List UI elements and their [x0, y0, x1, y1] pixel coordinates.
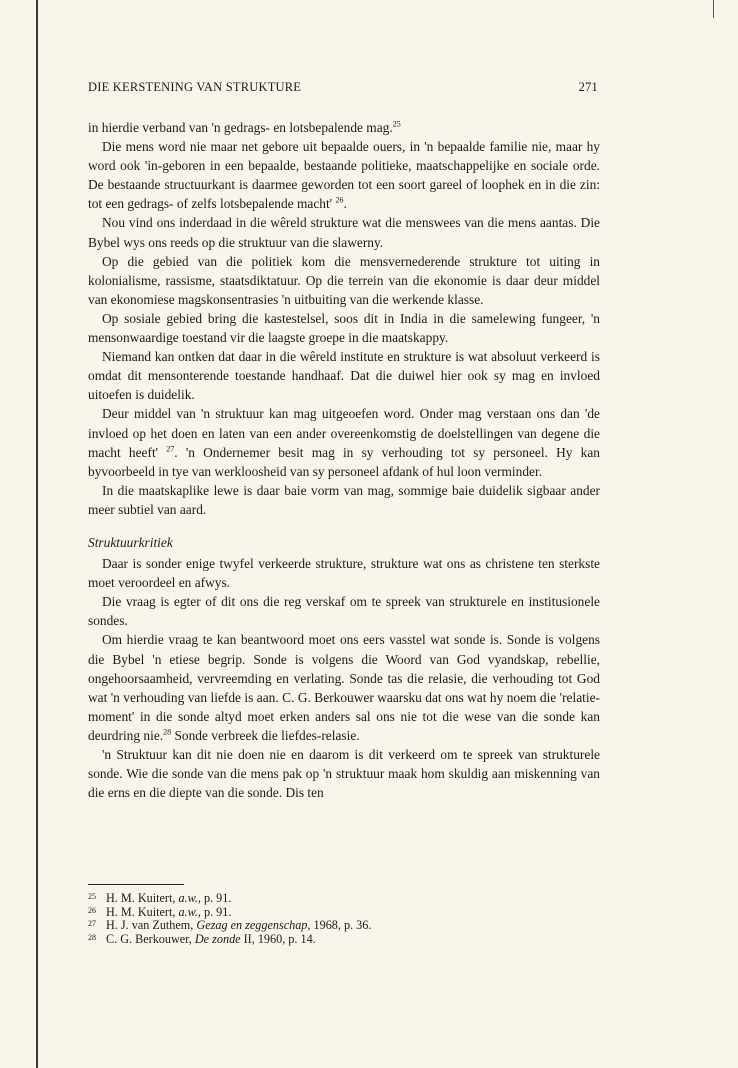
footnote-mark: 27 — [88, 919, 96, 929]
paragraph: In die maatskaplike lewe is daar baie vorm van mag, sommige baie duidelik sigbaar ander meer subtiel van aard. — [88, 482, 600, 517]
page-number: 271 — [578, 80, 598, 94]
paragraph: 'n Struktuur kan dit nie doen nie en daarom is dit verkeerd om te spreek van strukturele sonde. Wie die sonde van die mens pak op 'n struktuur maak hom skuldig aan miskenning van die erns en die diepte van die sonde. Dis ten — [88, 747, 600, 801]
paragraph: Die vraag is egter of dit ons die reg verskaf om te spreek van strukturele en institusionele sondes. — [88, 594, 600, 629]
footnote-mark: 26 — [88, 905, 96, 915]
running-header — [88, 80, 598, 100]
paragraph: Op die gebied van die politiek kom die mensvernederende strukture tot uiting in kolonialisme, rassisme, staatsdiktatuur. Op die terrein van die ekonomie is daar deur middel van ekonomiese magskonsentrasies 'n uitbuiting van die werkende klasse. — [88, 253, 600, 307]
paragraph: Om hierdie vraag te kan beantwoord moet ons eers vasstel wat sonde is. Sonde is volgens die Bybel 'n etiese begrip. Sonde is volgens die Woord van God vyandskap, rebellie, ongehoorsaamheid, vervreemding en verlating. Sonde tas die relasie, die verhouding tot God wat 'n verhouding van liefde is aan. C. G. Berkouwer waarsku dat ons wat hy noem die 'relatie-moment' in die sonde altyd moet erken anders sal ons nie tot die wese van die sonde kan deurdring nie.$^{28}$ Sonde verbreek die liefdes-relasie. — [88, 632, 600, 743]
footnote: 27 H. J. van Zuthem, Gezag en zeggenschap, 1968, p. 36. — [88, 918, 372, 933]
footnote-divider — [88, 884, 184, 885]
paragraph: Niemand kan ontken dat daar in die wêreld institute en strukture is wat absoluut verkeerd is omdat dit mensonterende toestande handhaaf. Dat die duiwel hier ook sy mag en invloed uitoefen is duidelik. — [88, 349, 600, 403]
footnote-mark: 25 — [88, 892, 96, 901]
paragraph: Daar is sonder enige twyfel verkeerde strukture, strukture wat ons as christene ten sterkste moet veroordeel en afwys. — [88, 556, 600, 591]
footnote-ref: 25 — [392, 119, 401, 129]
body-text — [88, 118, 600, 802]
paragraph: Nou vind ons inderdaad in die wêreld strukture wat die menswees van die mens aantas. Die Bybel wys ons reeds op die struktuur van die slawerny. — [88, 215, 600, 250]
binding-edge — [36, 0, 38, 1068]
running-title: DIE KERSTENING VAN STRUKTURE — [88, 80, 302, 94]
footnote-ref: 26 — [335, 195, 344, 205]
footnote-mark: 28 — [88, 932, 96, 942]
paragraph: Die mens word nie maar net gebore uit bepaalde ouers, in 'n bepaalde familie nie, maar hy word ook 'in-geboren in een bepaalde, bestaande politieke, maatschappelijke en sociale orde. De bestaande structuurkant is daarmee geworden tot een soort gareel of loophek en in die zin: tot een gedrags- of zelfs lotsbepalende macht' $^{26}$. — [88, 139, 600, 212]
footnote-ref: 28 — [163, 727, 172, 737]
paragraph: Op sosiale gebied bring die kastestelsel, soos dit in India in die samelewing fungeer, 'n mensonwaardige toestand vir die laagste groepe in die maatskappy. — [88, 310, 600, 346]
paragraph: in hierdie verband van 'n gedrags- en lotsbepalende mag.$^{25}$ — [88, 119, 401, 135]
scan-mark — [713, 0, 714, 18]
footnote: 26 H. M. Kuitert, a.w., p. 91. — [88, 904, 232, 919]
paragraph: Deur middel van 'n struktuur kan mag uitgeoefen word. Onder mag verstaan ons dan 'de invloed op het doen en laten van een ander overeenkomstig de doelstellingen van degene die macht heeft' $^{27}$. 'n Ondernemer besit mag in sy verhouding tot sy personeel. Hy kan byvoorbeeld in tye van werkloosheid van sy personeel afdank of hul loon verminder. — [88, 406, 600, 479]
footnote: 25 H. M. Kuitert, a.w., p. 91. — [88, 891, 232, 905]
footnote: 28 C. G. Berkouwer, De zonde II, 1960, p. 14. — [88, 931, 316, 946]
footnote-ref: 27 — [166, 444, 175, 454]
footnotes — [88, 892, 600, 946]
section-heading: Struktuurkritiek — [88, 534, 173, 550]
